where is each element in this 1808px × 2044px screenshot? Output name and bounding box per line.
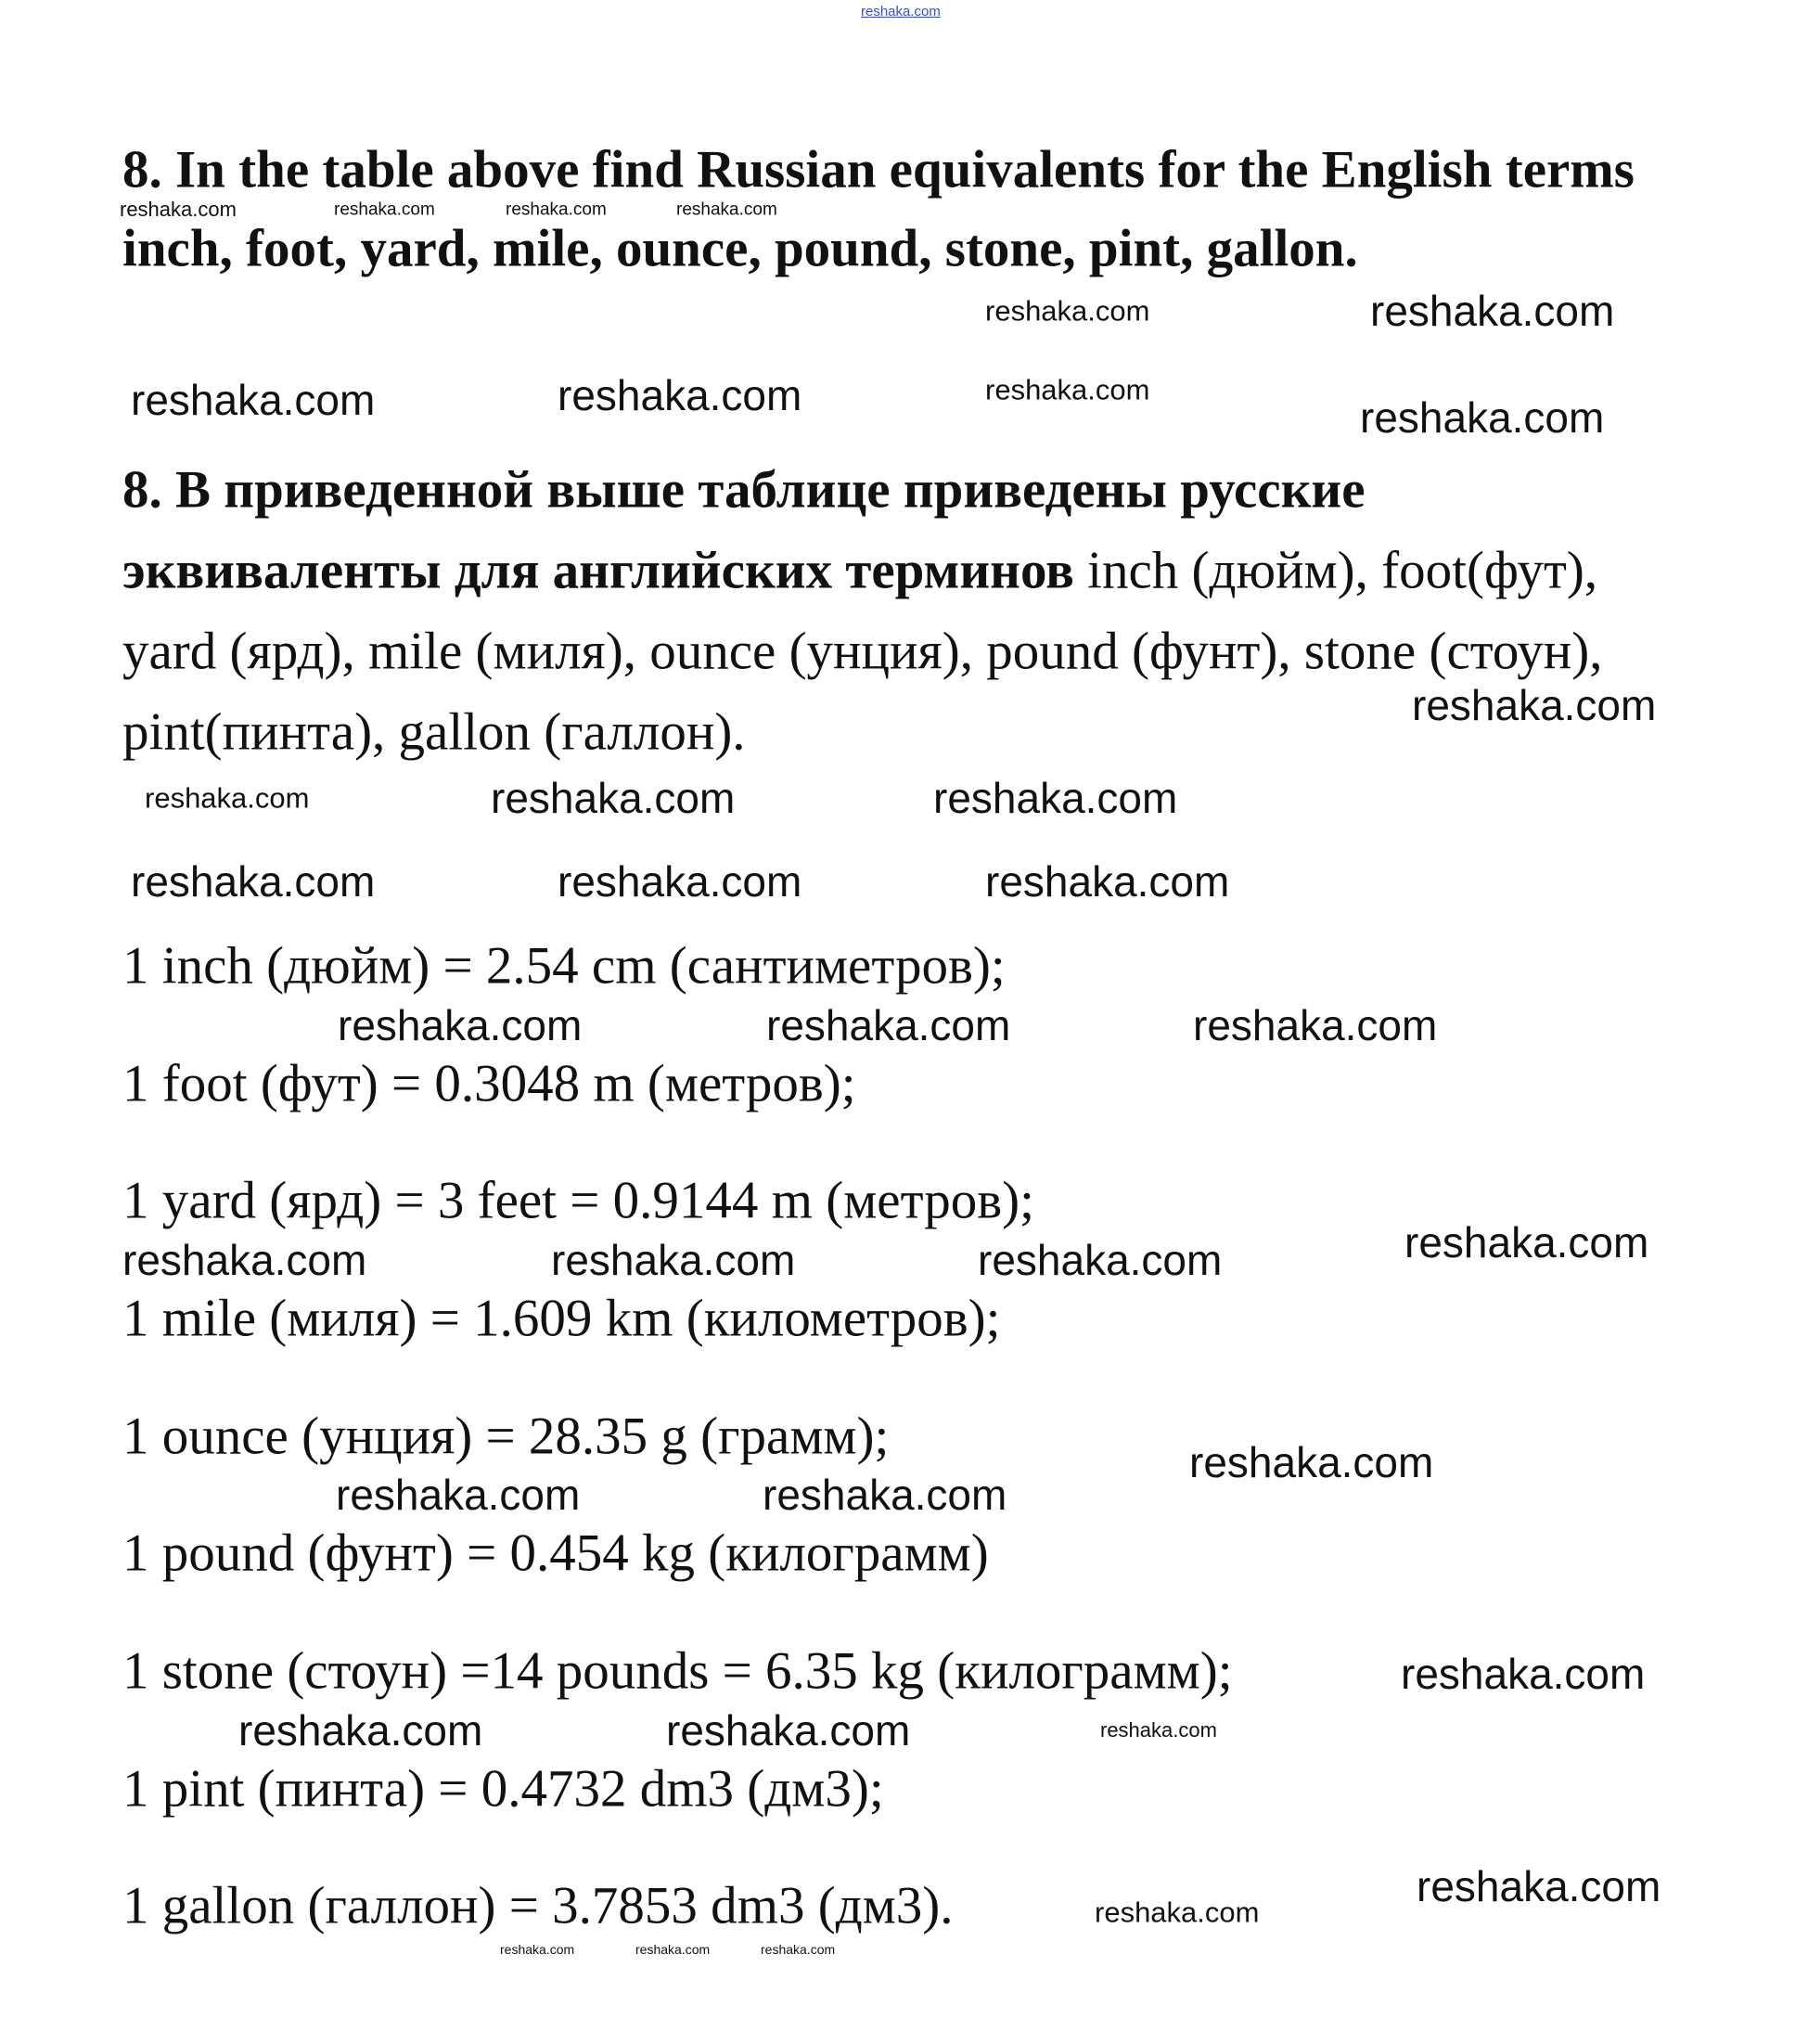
watermark: reshaka.com xyxy=(1100,1718,1217,1742)
watermark: reshaka.com xyxy=(506,199,607,220)
equation-foot: 1 foot (фут) = 0.3048 m (метров); xyxy=(122,1054,856,1113)
task-ru-line2 xyxy=(122,541,1598,600)
task-en-line2: inch, foot, yard, mile, ounce, pound, stone, pint, gallon. xyxy=(122,219,1358,278)
task-ru-line3: yard (ярд), mile (миля), ounce (унция), pound (фунт), stone (стоун), xyxy=(122,622,1603,681)
watermark: reshaka.com xyxy=(1412,681,1657,729)
watermark: reshaka.com xyxy=(985,373,1150,406)
watermark: reshaka.com xyxy=(985,294,1150,328)
watermark: reshaka.com xyxy=(551,1236,796,1284)
equation-pound: 1 pound (фунт) = 0.454 kg (килограмм) xyxy=(122,1523,989,1583)
watermark: reshaka.com xyxy=(763,1471,1007,1519)
watermark: reshaka.com xyxy=(933,774,1178,822)
watermark: reshaka.com xyxy=(985,857,1230,906)
watermark: reshaka.com xyxy=(666,1706,911,1755)
watermark: reshaka.com xyxy=(238,1706,483,1755)
equation-inch: 1 inch (дюйм) = 2.54 cm (сантиметров); xyxy=(122,936,1006,996)
equation-stone: 1 stone (стоун) =14 pounds = 6.35 kg (килограмм); xyxy=(122,1641,1233,1701)
watermark: reshaka.com xyxy=(1370,287,1615,335)
equation-pint: 1 pint (пинта) = 0.4732 dm3 (дм3); xyxy=(122,1759,884,1819)
watermark: reshaka.com xyxy=(1189,1438,1434,1486)
task-en-line1: 8. In the table above find Russian equivalents for the English terms xyxy=(122,140,1635,199)
watermark: reshaka.com xyxy=(1360,393,1605,442)
watermark: reshaka.com xyxy=(334,199,435,220)
watermark: reshaka.com xyxy=(491,774,736,822)
watermark: reshaka.com xyxy=(131,376,376,424)
watermark: reshaka.com xyxy=(1401,1650,1646,1698)
watermark: reshaka.com xyxy=(120,198,237,221)
watermark: reshaka.com xyxy=(766,1001,1011,1049)
watermark: reshaka.com xyxy=(122,1236,367,1284)
task-ru-line2-regular: inch (дюйм), foot(фут), xyxy=(1073,541,1598,600)
equation-gallon: 1 gallon (галлон) = 3.7853 dm3 (дм3). xyxy=(122,1876,954,1935)
reshaka-link[interactable]: reshaka.com xyxy=(861,4,941,19)
equation-yard: 1 yard (ярд) = 3 feet = 0.9144 m (метров); xyxy=(122,1171,1034,1230)
watermark: reshaka.com xyxy=(145,781,310,815)
watermark: reshaka.com xyxy=(761,1942,836,1957)
watermark: reshaka.com xyxy=(500,1942,575,1957)
watermark: reshaka.com xyxy=(1404,1218,1649,1266)
watermark: reshaka.com xyxy=(1193,1001,1438,1049)
watermark: reshaka.com xyxy=(635,1942,711,1957)
watermark: reshaka.com xyxy=(336,1471,581,1519)
watermark: reshaka.com xyxy=(1095,1896,1260,1929)
task-ru-line4: pint(пинта), gallon (галлон). xyxy=(122,702,746,762)
equation-ounce: 1 ounce (унция) = 28.35 g (грамм); xyxy=(122,1407,890,1466)
task-ru-line1: 8. В приведенной выше таблице приведены русские xyxy=(122,460,1366,520)
task-ru-line2-bold: эквиваленты для английских терминов xyxy=(122,541,1074,600)
watermark: reshaka.com xyxy=(558,371,802,419)
watermark: reshaka.com xyxy=(978,1236,1223,1284)
watermark: reshaka.com xyxy=(1417,1862,1661,1910)
watermark: reshaka.com xyxy=(131,857,376,906)
watermark: reshaka.com xyxy=(338,1001,583,1049)
watermark: reshaka.com xyxy=(676,199,777,220)
equation-mile: 1 mile (миля) = 1.609 km (километров); xyxy=(122,1289,1001,1348)
watermark: reshaka.com xyxy=(558,857,802,906)
